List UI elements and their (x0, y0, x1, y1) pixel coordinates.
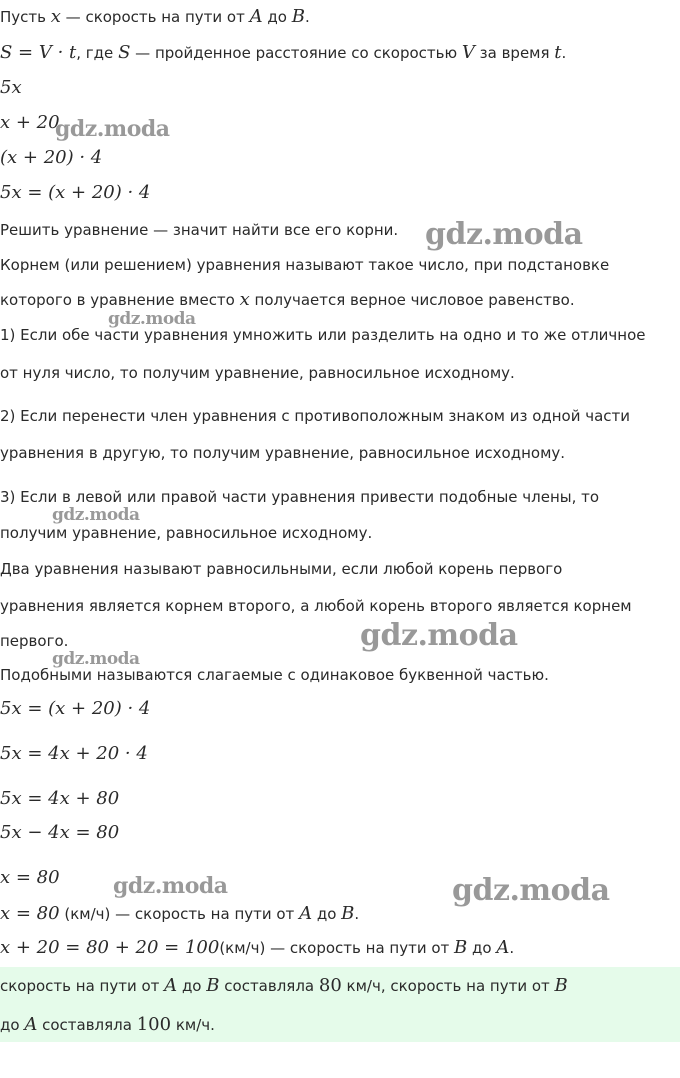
math-step: 5x = (x + 20) · 4 (0, 698, 151, 719)
math-expression: (x + 20) · 4 (0, 147, 103, 168)
text-line: уравнения является корнем второго, а любой корень второго является корнем (0, 597, 632, 615)
math-step: x = 80 (0, 867, 60, 888)
text-line: Решить уравнение — значит найти все его корни. (0, 221, 399, 239)
line-definition-x: Пусть x — скорость на пути от A до B. (0, 6, 310, 27)
text-line: Подобными называются слагаемые с одинаковое буквенной частью. (0, 666, 549, 684)
math-step: 5x = 4x + 80 (0, 788, 120, 809)
text-line: первого. (0, 632, 69, 650)
text-line: 2) Если перенести член уравнения с противоположным знаком из одной части (0, 407, 631, 425)
line-formula-svt: S = V · t, где S — пройденное расстояние со скоростью V за время t. (0, 42, 567, 63)
text-line: Корнем (или решением) уравнения называют такое число, при подстановке (0, 256, 610, 274)
math-equation: 5x = (x + 20) · 4 (0, 182, 151, 203)
result-line-ab: x = 80 (км/ч) — скорость на пути от A до B. (0, 903, 360, 924)
text-line: получим уравнение, равносильное исходному. (0, 524, 373, 542)
math-step: 5x − 4x = 80 (0, 822, 120, 843)
math-x-plus-20: x + 20 (0, 112, 60, 133)
text-line: Два уравнения называют равносильными, если любой корень первого (0, 560, 563, 578)
watermark: gdz.moda (452, 873, 610, 908)
math-step: 5x = 4x + 20 · 4 (0, 743, 148, 764)
answer-line-1: скорость на пути от A до B составляла 80 км/ч, скорость на пути от B (0, 975, 568, 996)
text-line: которого в уравнение вместо x получается верное числовое равенство. (0, 289, 575, 310)
watermark: gdz.moda (113, 873, 228, 899)
watermark: gdz.moda (52, 505, 140, 525)
math-x: x (50, 6, 61, 27)
text-line: от нуля число, то получим уравнение, равносильное исходному. (0, 364, 515, 382)
text-line: 1) Если обе части уравнения умножить или разделить на одно и то же отличное (0, 326, 646, 344)
watermark: gdz.moda (425, 217, 583, 252)
math-5x: 5x (0, 77, 22, 98)
text-line: 3) Если в левой или правой части уравнения привести подобные члены, то (0, 488, 600, 506)
watermark: gdz.moda (55, 116, 170, 142)
answer-line-2: до A составляла 100 км/ч. (0, 1014, 215, 1035)
result-line-ba: x + 20 = 80 + 20 = 100(км/ч) — скорость на пути от B до A. (0, 937, 515, 958)
watermark: gdz.moda (108, 309, 196, 329)
watermark: gdz.moda (52, 649, 140, 669)
watermark: gdz.moda (360, 618, 518, 653)
text-line: уравнения в другую, то получим уравнение, равносильное исходному. (0, 444, 566, 462)
